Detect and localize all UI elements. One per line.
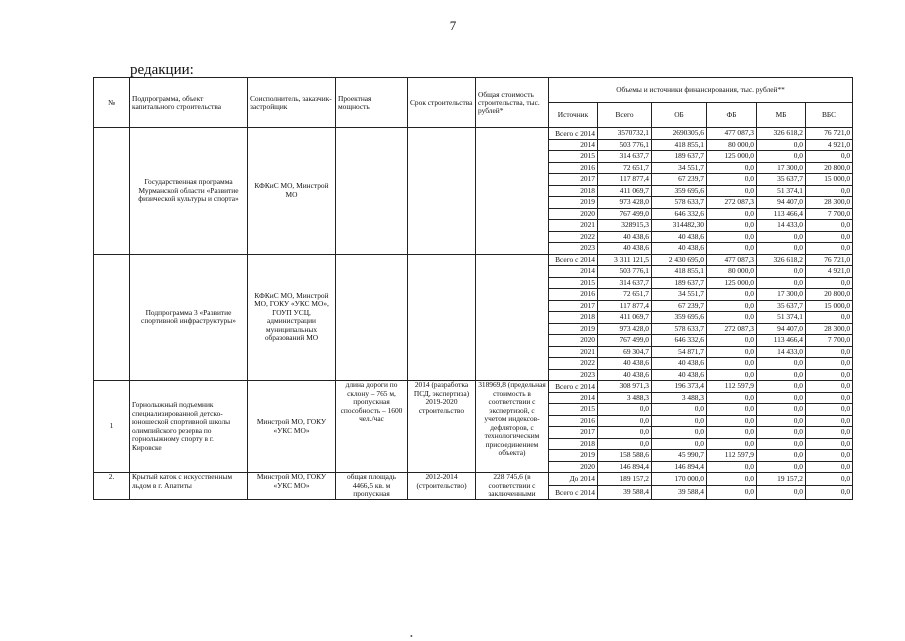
value-cell-mb: 0,0 — [757, 415, 806, 427]
value-cell-ob: 40 438,6 — [652, 358, 707, 370]
value-cell-ob: 646 332,6 — [652, 208, 707, 220]
value-cell-vbs: 0,0 — [806, 415, 853, 427]
value-cell-total: 72 651,7 — [598, 289, 652, 301]
value-cell-total: 411 069,7 — [598, 312, 652, 324]
state-program-number — [94, 128, 130, 255]
value-cell-ob: 418 855,1 — [652, 139, 707, 151]
value-cell-total: 117 877,4 — [598, 174, 652, 186]
value-cell-total: 117 877,4 — [598, 300, 652, 312]
value-cell-vbs: 76 721,0 — [806, 254, 853, 266]
value-cell-fb: 0,0 — [707, 231, 757, 243]
source-cell: 2015 — [549, 277, 598, 289]
value-cell-vbs: 15 000,0 — [806, 300, 853, 312]
value-cell-mb: 17 300,0 — [757, 289, 806, 301]
source-cell: 2021 — [549, 220, 598, 232]
state-program-total-cost — [476, 128, 549, 255]
value-cell-fb: 0,0 — [707, 335, 757, 347]
header-sources: Источник — [549, 103, 598, 128]
value-cell-ob: 359 695,6 — [652, 185, 707, 197]
value-cell-fb: 0,0 — [707, 208, 757, 220]
value-cell-vbs: 0,0 — [806, 438, 853, 450]
value-cell-ob: 189 637,7 — [652, 277, 707, 289]
value-cell-ob: 314482,30 — [652, 220, 707, 232]
value-cell-ob: 39 588,4 — [652, 486, 707, 499]
source-cell: 2017 — [549, 174, 598, 186]
value-cell-fb: 112 597,9 — [707, 381, 757, 393]
value-cell-mb: 0,0 — [757, 358, 806, 370]
value-cell-total: 314 637,7 — [598, 277, 652, 289]
source-cell: 2019 — [549, 197, 598, 209]
value-cell-total: 0,0 — [598, 438, 652, 450]
value-cell-total: 767 499,0 — [598, 335, 652, 347]
value-cell-ob: 2690305,6 — [652, 128, 707, 140]
value-cell-total: 69 304,7 — [598, 346, 652, 358]
value-cell-vbs: 0,0 — [806, 312, 853, 324]
value-cell-total: 3 488,3 — [598, 392, 652, 404]
value-cell-total: 3 311 121,5 — [598, 254, 652, 266]
state-program-executor: КФКиС МО, Минстрой МО — [248, 128, 336, 255]
value-cell-vbs: 0,0 — [806, 243, 853, 255]
value-cell-mb: 35 637,7 — [757, 174, 806, 186]
value-cell-mb: 14 433,0 — [757, 346, 806, 358]
value-cell-vbs: 0,0 — [806, 381, 853, 393]
table-body — [94, 128, 853, 500]
source-cell: 2018 — [549, 312, 598, 324]
value-cell-ob: 45 990,7 — [652, 450, 707, 462]
value-cell-fb: 125 000,0 — [707, 151, 757, 163]
value-cell-mb: 14 433,0 — [757, 220, 806, 232]
value-cell-total: 973 428,0 — [598, 197, 652, 209]
value-cell-mb: 326 618,2 — [757, 128, 806, 140]
value-cell-vbs: 15 000,0 — [806, 174, 853, 186]
source-cell: 2014 — [549, 266, 598, 278]
object-ski-lift-capacity: длина дороги по склону – 765 м, пропускная способность – 1600 чел./час — [336, 381, 408, 473]
value-cell-ob: 54 871,7 — [652, 346, 707, 358]
value-cell-mb: 0,0 — [757, 381, 806, 393]
source-cell: 2014 — [549, 139, 598, 151]
value-cell-mb: 0,0 — [757, 486, 806, 499]
value-cell-mb: 51 374,1 — [757, 185, 806, 197]
table-row — [94, 473, 853, 486]
value-cell-mb: 0,0 — [757, 461, 806, 473]
value-cell-vbs: 0,0 — [806, 220, 853, 232]
value-cell-ob: 418 855,1 — [652, 266, 707, 278]
value-cell-mb: 113 466,4 — [757, 335, 806, 347]
object-ice-rink-total-cost: 228 745,6 (в соответствии с заключенными — [476, 473, 549, 500]
value-cell-vbs: 4 921,0 — [806, 139, 853, 151]
value-cell-vbs: 0,0 — [806, 404, 853, 416]
value-cell-total: 146 894,4 — [598, 461, 652, 473]
source-cell: 2015 — [549, 404, 598, 416]
source-cell: 2015 — [549, 151, 598, 163]
value-cell-mb: 0,0 — [757, 369, 806, 381]
subprogram-3-name: Подпрограмма 3 «Развитие спортивной инфраструктуры» — [130, 254, 248, 381]
source-cell: 2014 — [549, 392, 598, 404]
value-cell-total: 308 971,3 — [598, 381, 652, 393]
value-cell-fb: 0,0 — [707, 220, 757, 232]
value-cell-ob: 0,0 — [652, 404, 707, 416]
state-program-name: Государственная программа Мурманской области «Развитие физической культуры и спорта» — [130, 128, 248, 255]
source-cell: 2022 — [549, 358, 598, 370]
footer-mark: • — [410, 632, 413, 641]
header-total: Всего — [598, 103, 652, 128]
value-cell-ob: 578 633,7 — [652, 323, 707, 335]
header-ob: ОБ — [652, 103, 707, 128]
value-cell-fb: 0,0 — [707, 404, 757, 416]
value-cell-total: 328915,3 — [598, 220, 652, 232]
header-num: № — [94, 78, 130, 128]
source-cell: Всего с 2014 — [549, 486, 598, 499]
source-cell: 2018 — [549, 185, 598, 197]
value-cell-vbs: 0,0 — [806, 461, 853, 473]
value-cell-mb: 326 618,2 — [757, 254, 806, 266]
header-total-cost: Общая стоимость строительства, тыс. рублей* — [476, 78, 549, 128]
value-cell-fb: 0,0 — [707, 243, 757, 255]
value-cell-vbs: 0,0 — [806, 277, 853, 289]
source-cell: 2020 — [549, 208, 598, 220]
value-cell-mb: 19 157,2 — [757, 473, 806, 486]
value-cell-vbs: 0,0 — [806, 346, 853, 358]
value-cell-fb: 80 000,0 — [707, 139, 757, 151]
source-cell: 2016 — [549, 415, 598, 427]
value-cell-mb: 0,0 — [757, 266, 806, 278]
value-cell-vbs: 0,0 — [806, 392, 853, 404]
value-cell-ob: 646 332,6 — [652, 335, 707, 347]
value-cell-fb: 272 087,3 — [707, 323, 757, 335]
value-cell-mb: 0,0 — [757, 277, 806, 289]
value-cell-fb: 477 087,3 — [707, 254, 757, 266]
value-cell-ob: 196 373,4 — [652, 381, 707, 393]
value-cell-mb: 0,0 — [757, 243, 806, 255]
value-cell-total: 3570732,1 — [598, 128, 652, 140]
source-cell: 2023 — [549, 369, 598, 381]
value-cell-mb: 51 374,1 — [757, 312, 806, 324]
value-cell-fb: 0,0 — [707, 486, 757, 499]
value-cell-mb: 94 407,0 — [757, 323, 806, 335]
state-program-term — [408, 128, 476, 255]
header-executor: Соисполнитель, заказчик-застройщик — [248, 78, 336, 128]
value-cell-total: 0,0 — [598, 415, 652, 427]
subprogram-3-capacity — [336, 254, 408, 381]
value-cell-total: 503 776,1 — [598, 266, 652, 278]
value-cell-mb: 94 407,0 — [757, 197, 806, 209]
subprogram-3-number — [94, 254, 130, 381]
value-cell-fb: 0,0 — [707, 300, 757, 312]
value-cell-mb: 113 466,4 — [757, 208, 806, 220]
source-cell: До 2014 — [549, 473, 598, 486]
value-cell-fb: 0,0 — [707, 461, 757, 473]
value-cell-total: 39 588,4 — [598, 486, 652, 499]
value-cell-ob: 34 551,7 — [652, 162, 707, 174]
value-cell-ob: 578 633,7 — [652, 197, 707, 209]
source-cell: 2017 — [549, 427, 598, 439]
source-cell: 2016 — [549, 289, 598, 301]
value-cell-vbs: 0,0 — [806, 486, 853, 499]
value-cell-vbs: 20 800,0 — [806, 162, 853, 174]
subprogram-3-executor: КФКиС МО, Минстрой МО, ГОКУ «УКС МО», ГОУП УСЦ, администрации муниципальных образований МО — [248, 254, 336, 381]
source-cell: Всего с 2014 — [549, 381, 598, 393]
object-ice-rink-executor: Минстрой МО, ГОКУ «УКС МО» — [248, 473, 336, 500]
value-cell-total: 72 651,7 — [598, 162, 652, 174]
source-cell: 2019 — [549, 323, 598, 335]
source-cell: 2019 — [549, 450, 598, 462]
value-cell-vbs: 7 700,0 — [806, 208, 853, 220]
value-cell-fb: 477 087,3 — [707, 128, 757, 140]
source-cell: 2017 — [549, 300, 598, 312]
value-cell-fb: 272 087,3 — [707, 197, 757, 209]
value-cell-vbs: 76 721,0 — [806, 128, 853, 140]
source-cell: 2022 — [549, 231, 598, 243]
value-cell-ob: 40 438,6 — [652, 243, 707, 255]
value-cell-mb: 35 637,7 — [757, 300, 806, 312]
table-row — [94, 381, 853, 393]
value-cell-total: 158 588,6 — [598, 450, 652, 462]
header-term: Срок строительства — [408, 78, 476, 128]
source-cell: 2021 — [549, 346, 598, 358]
state-program-capacity — [336, 128, 408, 255]
value-cell-vbs: 0,0 — [806, 358, 853, 370]
subprogram-3-total-cost — [476, 254, 549, 381]
value-cell-vbs: 0,0 — [806, 369, 853, 381]
source-cell: 2016 — [549, 162, 598, 174]
source-cell: Всего с 2014 — [549, 254, 598, 266]
object-ski-lift-executor: Минстрой МО, ГОКУ «УКС МО» — [248, 381, 336, 473]
object-ice-rink-name: Крытый каток с искусственным льдом в г. Апатиты — [130, 473, 248, 500]
value-cell-fb: 112 597,9 — [707, 450, 757, 462]
value-cell-mb: 0,0 — [757, 231, 806, 243]
value-cell-mb: 0,0 — [757, 438, 806, 450]
value-cell-ob: 40 438,6 — [652, 369, 707, 381]
value-cell-vbs: 0,0 — [806, 185, 853, 197]
value-cell-vbs: 4 921,0 — [806, 266, 853, 278]
value-cell-mb: 0,0 — [757, 450, 806, 462]
object-ice-rink-term: 2012-2014 (строительство) — [408, 473, 476, 500]
value-cell-fb: 0,0 — [707, 174, 757, 186]
value-cell-ob: 0,0 — [652, 427, 707, 439]
value-cell-ob: 34 551,7 — [652, 289, 707, 301]
value-cell-fb: 80 000,0 — [707, 266, 757, 278]
value-cell-ob: 189 637,7 — [652, 151, 707, 163]
source-cell: 2020 — [549, 461, 598, 473]
value-cell-total: 189 157,2 — [598, 473, 652, 486]
value-cell-fb: 0,0 — [707, 415, 757, 427]
value-cell-vbs: 0,0 — [806, 231, 853, 243]
value-cell-ob: 3 488,3 — [652, 392, 707, 404]
value-cell-fb: 0,0 — [707, 346, 757, 358]
value-cell-fb: 0,0 — [707, 162, 757, 174]
value-cell-vbs: 0,0 — [806, 427, 853, 439]
table-row — [94, 254, 853, 266]
value-cell-total: 411 069,7 — [598, 185, 652, 197]
value-cell-ob: 2 430 695,0 — [652, 254, 707, 266]
header-mb: МБ — [757, 103, 806, 128]
value-cell-fb: 0,0 — [707, 438, 757, 450]
value-cell-ob: 67 239,7 — [652, 300, 707, 312]
value-cell-total: 767 499,0 — [598, 208, 652, 220]
financing-table — [93, 77, 853, 500]
object-ski-lift-number: 1 — [94, 381, 130, 473]
value-cell-ob: 0,0 — [652, 438, 707, 450]
page-number: 7 — [449, 18, 457, 33]
value-cell-vbs: 20 800,0 — [806, 289, 853, 301]
table-row — [94, 128, 853, 140]
value-cell-total: 40 438,6 — [598, 231, 652, 243]
value-cell-fb: 0,0 — [707, 289, 757, 301]
value-cell-mb: 0,0 — [757, 139, 806, 151]
value-cell-total: 0,0 — [598, 404, 652, 416]
value-cell-total: 314 637,7 — [598, 151, 652, 163]
object-ice-rink-capacity: общая площадь 4466,5 кв. м пропускная — [336, 473, 408, 500]
object-ski-lift-name: Горнолыжный подъемник специализированной детско-юношеской спортивной школы олимпийского резерва по горнолыжному спорту в г. Кировске — [130, 381, 248, 473]
object-ice-rink-number: 2. — [94, 473, 130, 500]
value-cell-fb: 0,0 — [707, 185, 757, 197]
subprogram-3-term — [408, 254, 476, 381]
source-cell: Всего с 2014 — [549, 128, 598, 140]
source-cell: 2020 — [549, 335, 598, 347]
source-cell: 2018 — [549, 438, 598, 450]
value-cell-mb: 17 300,0 — [757, 162, 806, 174]
value-cell-vbs: 0,0 — [806, 151, 853, 163]
value-cell-fb: 0,0 — [707, 473, 757, 486]
value-cell-total: 40 438,6 — [598, 358, 652, 370]
section-heading: редакции: — [130, 62, 194, 78]
value-cell-ob: 40 438,6 — [652, 231, 707, 243]
value-cell-total: 40 438,6 — [598, 369, 652, 381]
value-cell-ob: 146 894,4 — [652, 461, 707, 473]
source-cell: 2023 — [549, 243, 598, 255]
value-cell-fb: 0,0 — [707, 312, 757, 324]
object-ski-lift-total-cost: 318969,8 (предельная стоимость в соответствии с экспертизой, с учетом индексов-дефляторов, с технологическим присоединением объекта) — [476, 381, 549, 473]
value-cell-vbs: 7 700,0 — [806, 335, 853, 347]
value-cell-fb: 0,0 — [707, 427, 757, 439]
header-subprogram: Подпрограмма, объект капитального строительства — [130, 78, 248, 128]
value-cell-fb: 0,0 — [707, 392, 757, 404]
value-cell-total: 40 438,6 — [598, 243, 652, 255]
value-cell-vbs: 0,0 — [806, 473, 853, 486]
header-fb: ФБ — [707, 103, 757, 128]
value-cell-mb: 0,0 — [757, 404, 806, 416]
header-capacity: Проектная мощность — [336, 78, 408, 128]
value-cell-vbs: 28 300,0 — [806, 197, 853, 209]
value-cell-total: 503 776,1 — [598, 139, 652, 151]
header-vbs: ВБС — [806, 103, 853, 128]
value-cell-vbs: 0,0 — [806, 450, 853, 462]
value-cell-fb: 125 000,0 — [707, 277, 757, 289]
value-cell-mb: 0,0 — [757, 427, 806, 439]
value-cell-fb: 0,0 — [707, 358, 757, 370]
value-cell-ob: 67 239,7 — [652, 174, 707, 186]
value-cell-total: 0,0 — [598, 427, 652, 439]
value-cell-mb: 0,0 — [757, 151, 806, 163]
value-cell-ob: 170 000,0 — [652, 473, 707, 486]
value-cell-mb: 0,0 — [757, 392, 806, 404]
value-cell-ob: 359 695,6 — [652, 312, 707, 324]
object-ski-lift-term: 2014 (разработка ПСД, экспертиза) 2019-2020 строительство — [408, 381, 476, 473]
value-cell-total: 973 428,0 — [598, 323, 652, 335]
value-cell-vbs: 28 300,0 — [806, 323, 853, 335]
value-cell-ob: 0,0 — [652, 415, 707, 427]
header-volumes: Объемы и источники финансирования, тыс. рублей** — [549, 78, 853, 103]
value-cell-fb: 0,0 — [707, 369, 757, 381]
